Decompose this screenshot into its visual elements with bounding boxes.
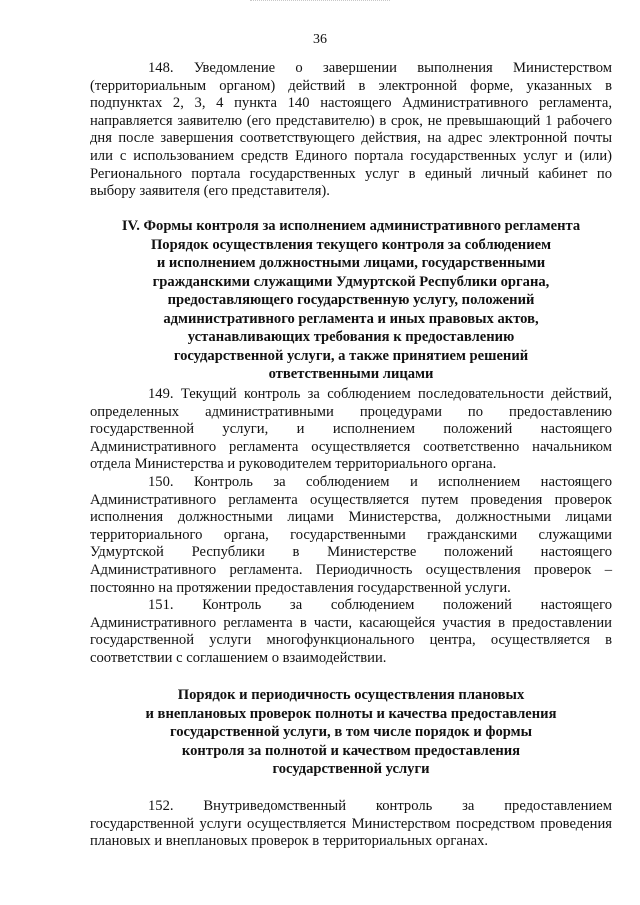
heading-line: Порядок и периодичность осуществления плановых bbox=[177, 687, 525, 703]
paragraph-block-middle bbox=[90, 386, 612, 668]
heading-line: государственной услуги, в том числе порядок и формы bbox=[169, 724, 532, 740]
heading-line: ответственными лицами bbox=[268, 366, 434, 382]
heading-line: устанавливающих требования к предоставлению bbox=[187, 329, 515, 345]
paragraph-148: 148. Уведомление о завершении выполнения Министерством (территориальным органом) действий в электронной форме, указанных в подпунктах 2, 3, 4 пункта 140 настоящего Административного регламента, направляется заявителю (его представителю) в срок, не превышающий 1 рабочего дня после завершения соответствующего действия, на адрес электронной почты или с использованием средств Единого портала государственных услуг и (или) Регионального портала государственных услуг в единый личный кабинет по выбору заявителя (его представителя). bbox=[90, 60, 612, 200]
heading-line: и внеплановых проверок полноты и качества предоставления bbox=[145, 705, 557, 722]
heading-line: государственной услуги, а также принятием решений bbox=[173, 347, 529, 364]
heading-line: административного регламента и иных правовых актов, bbox=[163, 310, 539, 327]
heading-line: гражданскими служащими Удмуртской Республики органа, bbox=[152, 273, 550, 290]
section-iv-heading bbox=[90, 217, 612, 384]
paragraph-150: 150. Контроль за соблюдением и исполнением настоящего Административного регламента осуществляется путем проведения проверок исполнения должностными лицами Министерства, должностными лицами территориального органа, государственными гражданскими служащими Удмуртской Республики в Министерстве положений настоящего Административного регламента. Периодичность осуществления проверок – постоянно на протяжении предоставления государственной услуги. bbox=[90, 473, 612, 596]
heading-line: государственной услуги bbox=[272, 761, 430, 777]
page-number: 36 bbox=[313, 32, 327, 47]
paragraph-152: 152. Внутриведомственный контроль за предоставлением государственной услуги осуществляется Министерством посредством проведения плановых и внеплановых проверок в территориальных органах. bbox=[90, 798, 612, 850]
heading-line: и исполнением должностными лицами, государственными bbox=[156, 255, 546, 271]
heading-line: предоставляющего государственную услугу, положений bbox=[167, 292, 535, 308]
paragraph-151: 151. Контроль за соблюдением положений настоящего Административного регламента в части, касающейся участия в предоставлении государственной услуги многофункционального центра, осуществляется в соответствии с соглашением о взаимодействии. bbox=[90, 597, 612, 666]
scan-artifact bbox=[250, 0, 390, 7]
paragraph-149: 149. Текущий контроль за соблюдением последовательности действий, определенных административными процедурами по предоставлению государственной услуги, и исполнением положений настоящего Административного регламента осуществляется соответственно начальником отдела Министерства и руководителем территориального органа. bbox=[90, 386, 612, 473]
paragraph-block-top bbox=[90, 60, 612, 201]
heading-line: Порядок осуществления текущего контроля за соблюдением bbox=[150, 236, 552, 253]
planned-checks-heading bbox=[90, 686, 612, 779]
paragraph-block-bottom bbox=[90, 798, 612, 851]
heading-line: контроля за полнотой и качеством предоставления bbox=[181, 742, 521, 759]
heading-line: IV. Формы контроля за исполнением административного регламента bbox=[121, 218, 581, 234]
